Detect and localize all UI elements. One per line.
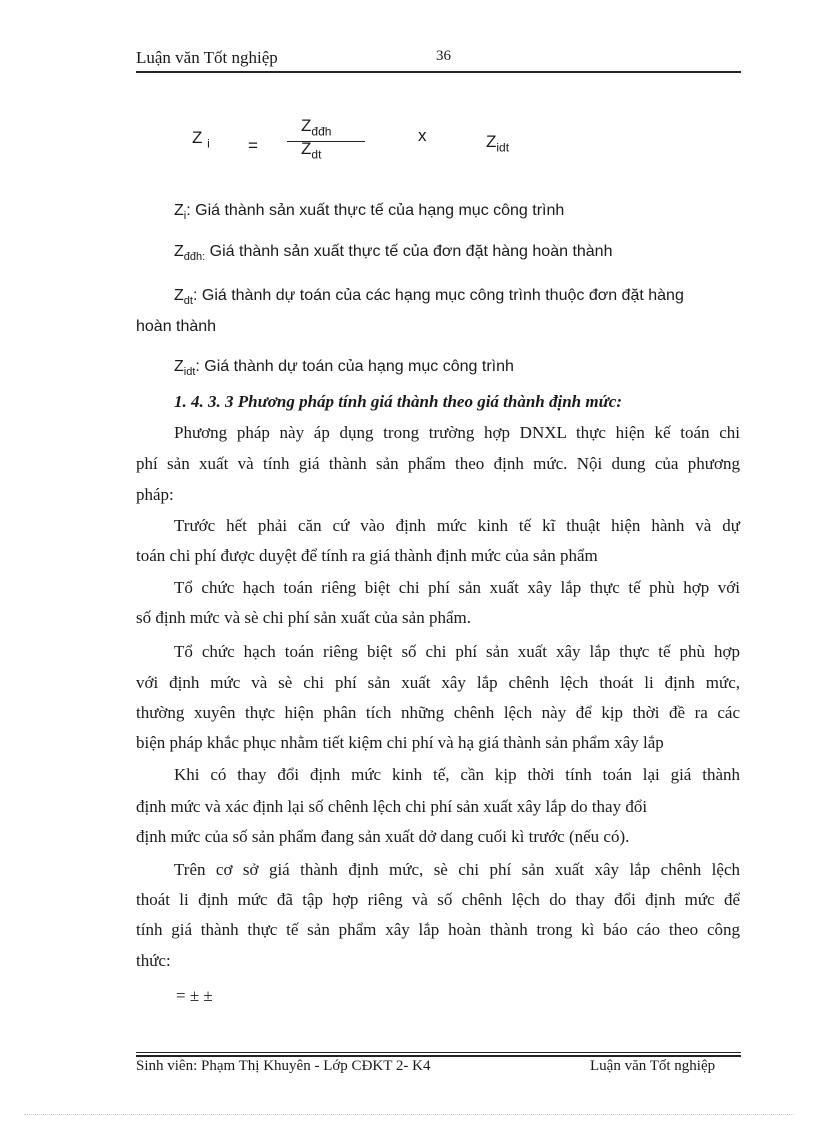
paragraph-1-line-2: phí sản xuất và tính giá thành sản phẩm theo định mức. Nội dung của phương xyxy=(136,454,740,473)
header-title: Luận văn Tốt nghiệp xyxy=(136,48,278,67)
paragraph-1-line-3: pháp: xyxy=(136,485,174,504)
page-bottom-dotted-edge xyxy=(24,1114,794,1115)
def-zdt-text: Giá thành dự toán của các hạng mục công trình thuộc đơn đặt hàng xyxy=(197,287,684,304)
paragraph-6-line-4: thức: xyxy=(136,951,171,970)
footer-title: Luận văn Tốt nghiệp xyxy=(590,1058,716,1074)
paragraph-4-line-3: thường xuyên thực hiện phân tích những chênh lệch này để kịp thời đề ra các xyxy=(136,703,740,722)
paragraph-3-line-2: số định mức và sè chi phí sản xuất của sản phẩm. xyxy=(136,608,471,627)
final-formula: = ± ± xyxy=(176,986,213,1005)
definition-continuation: hoàn thành xyxy=(136,318,217,335)
formula-times: x xyxy=(418,126,427,145)
formula-equals: = xyxy=(248,136,258,155)
def-zddh-symbol: $Z_{đđh:}$ xyxy=(174,243,206,264)
paragraph-5-line-1: Khi có thay đổi định mức kinh tế, cần kịp thời tính toán lại giá thành xyxy=(174,765,740,784)
formula-numerator xyxy=(301,116,331,138)
section-heading: 1. 4. 3. 3 Phương pháp tính giá thành theo giá thành định mức: xyxy=(174,392,623,411)
definition-zddh xyxy=(174,241,612,263)
definition-zidt xyxy=(174,356,514,378)
formula-rhs-base: Z xyxy=(486,132,497,151)
def-zidt-symbol: $Z_{idt}$: xyxy=(174,358,200,379)
footer-rule-thin xyxy=(136,1052,741,1053)
footer-student: Sinh viên: Phạm Thị Khuyên - Lớp CĐKT 2- K4 xyxy=(136,1058,431,1074)
paragraph-6-line-1: Trên cơ sở giá thành định mức, sè chi phí sản xuất xây lắp chênh lệch xyxy=(174,860,740,879)
formula-denominator xyxy=(301,139,321,161)
def-zi-symbol: $Z_i$: xyxy=(174,202,191,223)
formula-lhs xyxy=(192,128,210,150)
formula-den-sub: dt xyxy=(311,147,322,162)
def-zddh-text: Giá thành sản xuất thực tế của đơn đặt hàng hoàn thành xyxy=(205,243,613,260)
paragraph-5-line-2: định mức và xác định lại số chênh lệch chi phí sản xuất xây lắp do thay đổi xyxy=(136,797,648,816)
formula-lhs-base: Z xyxy=(192,128,203,147)
formula-num-base: Z xyxy=(301,116,312,135)
paragraph-5-line-3: định mức của số sản phẩm đang sản xuất dở dang cuối kì trước (nếu có). xyxy=(136,827,630,846)
formula-lhs-sub: i xyxy=(207,136,210,151)
paragraph-2-line-2: toán chi phí được duyệt để tính ra giá thành định mức của sản phẩm xyxy=(136,546,598,565)
paragraph-6-line-3: tính giá thành thực tế sản phẩm xây lắp hoàn thành trong kì báo cáo theo công xyxy=(136,920,740,939)
page-number: 36 xyxy=(436,48,451,64)
formula-num-sub: đđh xyxy=(311,124,332,139)
footer-rule-thick xyxy=(136,1055,741,1057)
definition-zdt xyxy=(174,285,684,307)
formula-den-base: Z xyxy=(301,139,312,158)
definition-zi xyxy=(174,200,564,222)
def-zdt-symbol: $Z_{dt}$: xyxy=(174,287,198,308)
formula-rhs-sub: idt xyxy=(496,140,510,155)
paragraph-6-line-2: thoát li định mức đã tập hợp riêng và số chênh lệch do thay đổi định mức để xyxy=(136,890,740,909)
paragraph-1-line-1: Phương pháp này áp dụng trong trường hợp DNXL thực hiện kế toán chi xyxy=(174,423,740,442)
header-rule xyxy=(136,71,741,73)
formula-rhs xyxy=(486,132,509,154)
paragraph-2-line-1: Trước hết phải căn cứ vào định mức kinh tế kĩ thuật hiện hành và dự xyxy=(174,516,740,535)
paragraph-4-line-1: Tổ chức hạch toán riêng biệt số chi phí sản xuất xây lắp thực tế phù hợp xyxy=(174,642,740,661)
paragraph-3-line-1: Tổ chức hạch toán riêng biệt chi phí sản xuất xây lắp thực tế phù hợp với xyxy=(174,578,740,597)
def-zi-text: Giá thành sản xuất thực tế của hạng mục công trình xyxy=(190,202,565,219)
paragraph-4-line-2: với định mức và sè chi phí sản xuất xây lắp chênh lệch thoát li định mức, xyxy=(136,673,740,692)
def-zidt-text: Giá thành dự toán của hạng mục công trình xyxy=(199,358,514,375)
fraction-line xyxy=(287,141,365,142)
paragraph-4-line-4: biện pháp khắc phục nhằm tiết kiệm chi phí và hạ giá thành sản phẩm xây lắp xyxy=(136,733,664,752)
